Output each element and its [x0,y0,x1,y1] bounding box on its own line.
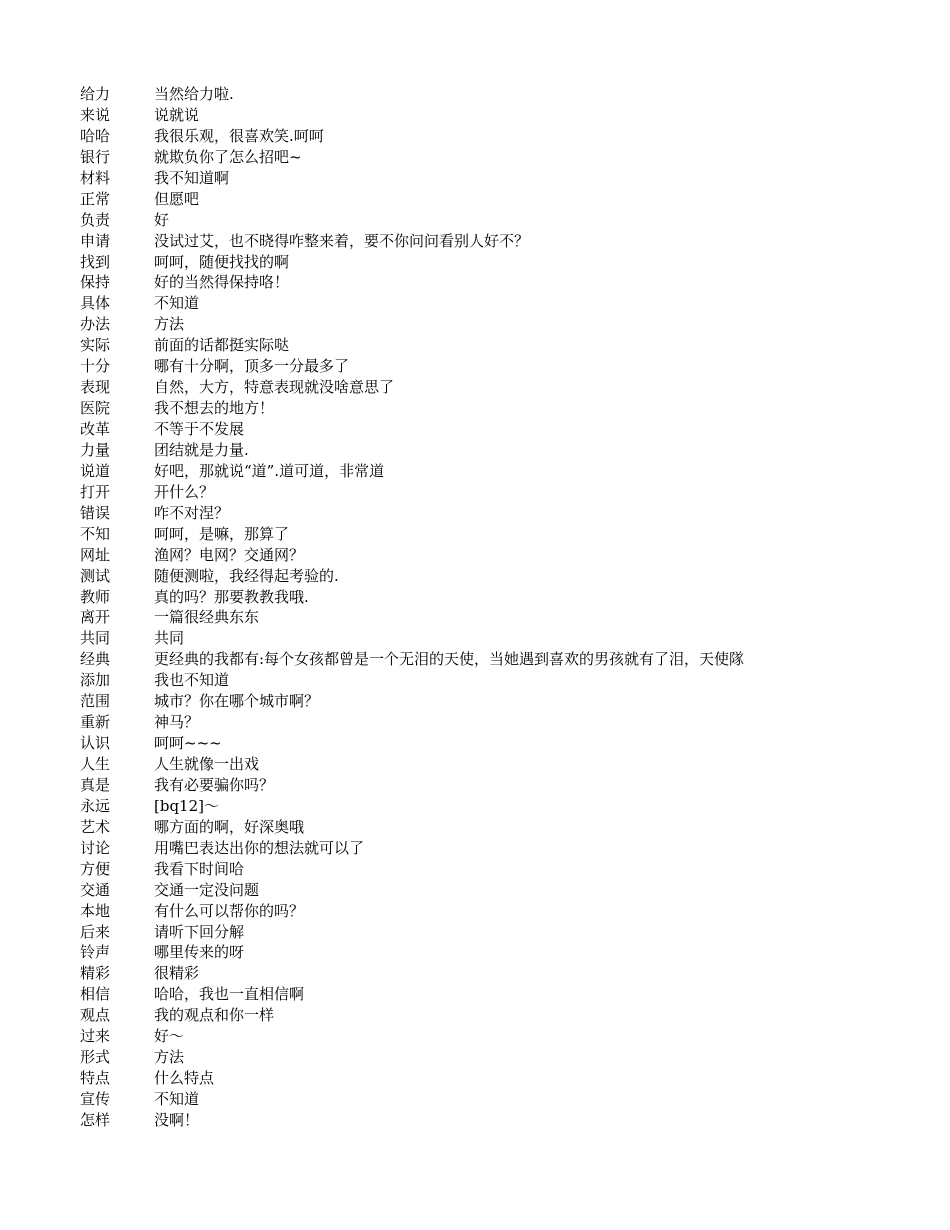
reply-cell: 不知道 [154,1090,200,1108]
table-row [80,649,822,670]
keyword-cell: 特点 [80,1069,111,1088]
keyword-cell: 交通 [80,880,111,899]
reply-cell: 没试过艾，也不晓得咋整来着，要不你问问看别人好不？ [154,231,530,250]
reply-cell: 呵呵，是嘛，那算了 [154,524,290,543]
table-row [80,356,822,377]
keyword-cell: 添加 [80,671,111,690]
table-row [80,377,822,398]
table-row [80,482,822,503]
keyword-cell: 宣传 [80,1090,111,1108]
table-row [80,398,822,419]
keyword-cell: 打开 [80,482,111,501]
reply-cell: 前面的话都挺实际哒 [154,336,290,355]
table-row [80,922,822,943]
table-row [80,440,822,461]
keyword-cell: 力量 [80,440,111,459]
keyword-cell: 重新 [80,713,111,732]
keyword-cell: 正常 [80,189,111,208]
reply-cell: 不等于不发展 [154,420,245,438]
keyword-cell: 不知 [80,524,111,543]
keyword-cell: 申请 [80,231,111,250]
reply-cell: 我有必要骗你吗？ [154,775,275,794]
keyword-cell: 实际 [80,336,111,355]
keyword-cell: 办法 [80,315,111,334]
table-row [80,272,822,293]
reply-cell: 团结就是力量. [154,440,249,459]
table-row [80,880,822,901]
table-row [80,691,822,712]
table-row [80,942,822,963]
table-row [80,670,822,691]
reply-cell: 方法 [154,315,185,334]
table-row [80,859,822,880]
reply-cell: [bq12]～ [154,796,219,815]
table-row [80,1047,822,1068]
keyword-cell: 经典 [80,650,111,669]
keyword-cell: 艺术 [80,817,111,836]
table-row [80,314,822,335]
table-row [80,566,822,587]
table-row [80,168,822,189]
reply-cell: 好的当然得保持咯！ [154,273,290,292]
reply-cell: 我的观点和你一样 [154,1006,275,1025]
table-row [80,1089,822,1110]
keyword-cell: 找到 [80,252,111,271]
reply-cell: 哪有十分啊，顶多一分最多了 [154,357,350,376]
keyword-cell: 保持 [80,273,111,292]
table-row [80,796,822,817]
reply-cell: 渔网？电网？交通网？ [154,545,305,564]
keyword-cell: 形式 [80,1048,111,1067]
table-row [80,503,822,524]
reply-cell: 好吧，那就说“道”.道可道，非常道 [154,461,385,480]
keyword-cell: 十分 [80,357,111,376]
reply-cell: 有什么可以帮你的吗？ [154,901,305,920]
table-row [80,838,822,859]
table-row [80,231,822,252]
reply-cell: 人生就像一出戏 [154,755,260,773]
table-row [80,628,822,649]
reply-cell: 我不想去的地方！ [154,399,275,418]
table-row [80,1026,822,1047]
table-row [80,105,822,126]
keyword-cell: 共同 [80,629,111,648]
keyword-cell: 过来 [80,1027,111,1046]
reply-cell: 当然给力啦. [154,85,234,103]
keyword-cell: 哈哈 [80,126,111,145]
reply-cell: 自然，大方，特意表现就没啥意思了 [154,378,395,397]
keyword-cell: 真是 [80,775,111,794]
reply-cell: 就欺负你了怎么招吧~ [154,147,302,166]
table-row [80,189,822,210]
reply-cell: 我很乐观，很喜欢笑.呵呵 [154,126,324,145]
keyword-cell: 人生 [80,755,111,773]
keyword-cell: 相信 [80,985,111,1004]
keyword-reply-table [80,84,822,1131]
table-row [80,293,822,314]
keyword-cell: 负责 [80,210,111,229]
reply-cell: 咋不对涅？ [154,503,230,522]
reply-cell: 哪里传来的呀 [154,943,245,962]
reply-cell: 呵呵，随便找找的啊 [154,252,290,271]
table-row [80,147,822,168]
keyword-cell: 认识 [80,734,111,753]
keyword-cell: 错误 [80,503,111,522]
reply-cell: 真的吗？那要教教我哦. [154,587,309,606]
table-row [80,84,822,105]
reply-cell: 请听下回分解 [154,922,245,941]
reply-cell: 但愿吧 [154,189,200,208]
reply-cell: 呵呵~~~ [154,734,222,753]
table-row [80,754,822,775]
reply-cell: 没啊！ [154,1110,200,1129]
keyword-cell: 讨论 [80,838,111,857]
table-row [80,545,822,566]
table-row [80,1005,822,1026]
table-row [80,775,822,796]
reply-cell: 神马？ [154,713,200,732]
reply-cell: 不知道 [154,294,200,313]
table-row [80,587,822,608]
keyword-cell: 银行 [80,147,111,166]
table-row [80,335,822,356]
table-row [80,461,822,482]
reply-cell: 一篇很经典东东 [154,608,260,627]
reply-cell: 交通一定没问题 [154,880,260,899]
keyword-cell: 范围 [80,692,111,711]
keyword-cell: 后来 [80,922,111,941]
keyword-cell: 网址 [80,545,111,564]
table-row [80,901,822,922]
keyword-cell: 精彩 [80,964,111,983]
reply-cell: 哪方面的啊，好深奥哦 [154,817,305,836]
table-row [80,252,822,273]
reply-cell: 城市？你在哪个城市啊？ [154,692,320,711]
keyword-cell: 本地 [80,901,111,920]
keyword-cell: 说道 [80,461,111,480]
table-row [80,817,822,838]
keyword-cell: 医院 [80,399,111,418]
reply-cell: 很精彩 [154,964,200,983]
table-row [80,419,822,440]
reply-cell: 好～ [154,1027,185,1046]
keyword-cell: 给力 [80,85,111,103]
table-row [80,1068,822,1089]
table-row [80,712,822,733]
reply-cell: 哈哈，我也一直相信啊 [154,985,305,1004]
keyword-cell: 观点 [80,1006,111,1025]
keyword-cell: 铃声 [80,943,111,962]
keyword-cell: 材料 [80,168,111,187]
reply-cell: 用嘴巴表达出你的想法就可以了 [154,838,365,857]
reply-cell: 开什么？ [154,482,215,501]
table-row [80,210,822,231]
table-row [80,984,822,1005]
table-row [80,126,822,147]
table-row [80,1110,822,1131]
reply-cell: 随便测啦，我经得起考验的. [154,566,339,585]
keyword-cell: 具体 [80,294,111,313]
keyword-cell: 改革 [80,420,111,438]
reply-cell: 共同 [154,629,185,648]
keyword-cell: 测试 [80,566,111,585]
table-row [80,963,822,984]
table-row [80,607,822,628]
keyword-cell: 方便 [80,859,111,878]
table-row [80,524,822,545]
keyword-cell: 来说 [80,105,111,124]
reply-cell: 我看下时间哈 [154,859,245,878]
reply-cell: 更经典的我都有:每个女孩都曾是一个无泪的天使，当她遇到喜欢的男孩就有了泪，天使隊 [154,650,745,669]
keyword-cell: 永远 [80,796,111,815]
keyword-cell: 离开 [80,608,111,627]
reply-cell: 什么特点 [154,1069,215,1088]
reply-cell: 我也不知道 [154,671,230,690]
keyword-cell: 怎样 [80,1110,111,1129]
keyword-cell: 表现 [80,378,111,397]
table-row [80,733,822,754]
reply-cell: 方法 [154,1048,185,1067]
reply-cell: 说就说 [154,105,200,124]
reply-cell: 好 [154,210,170,229]
reply-cell: 我不知道啊 [154,168,230,187]
keyword-cell: 教师 [80,587,111,606]
